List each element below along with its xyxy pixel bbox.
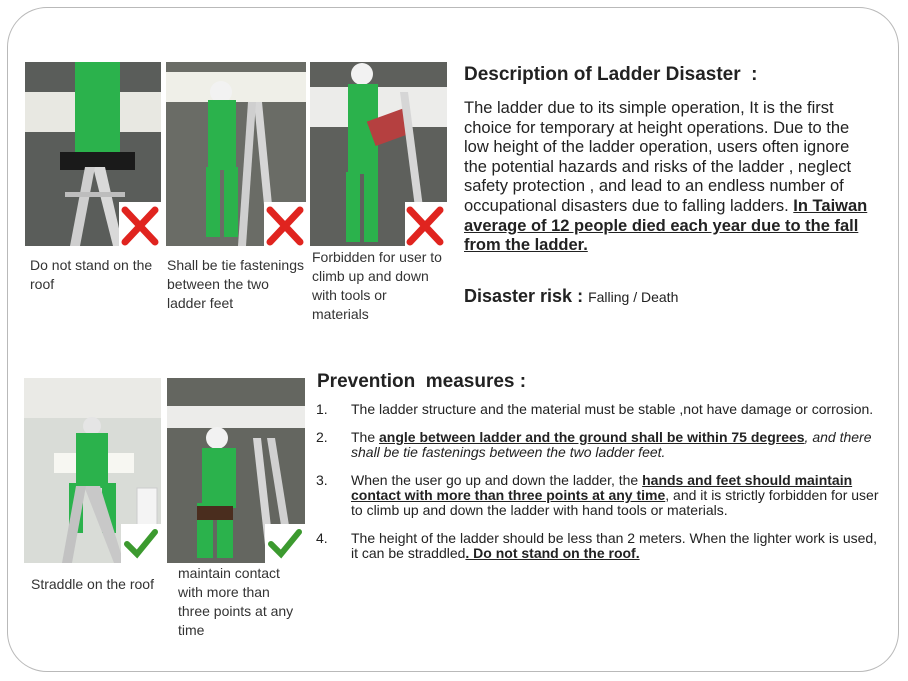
- description-highlight: In Taiwan average of 12 people died each year due to the fall from the ladder.: [464, 196, 868, 255]
- item-number: 4.: [316, 530, 328, 546]
- photo-tools-materials: [310, 62, 447, 246]
- item-bold: . Do not stand on the roof.: [465, 545, 640, 561]
- item-number: 1.: [316, 401, 328, 417]
- item-number: 3.: [316, 472, 328, 488]
- prevention-list: [316, 402, 886, 574]
- photo-straddle: [24, 378, 161, 563]
- photo-stand-on-roof: [25, 62, 161, 246]
- photo-tie-ladder-feet: [166, 62, 306, 246]
- disaster-risk: [464, 286, 678, 307]
- item-text: The: [351, 429, 380, 445]
- item-text: The ladder structure and the material must be stable ,not have damage or corrosion.: [351, 401, 874, 417]
- item-bold: angle between ladder and the ground shall be within 75 degrees: [379, 429, 805, 445]
- description-text: The ladder due to its simple operation, It is the first choice for temporary at height operations. Due to the low height of the ladder operation, users often ignore the potential hazards and risks of the ladder , neglect safety protection , and lead to an endless number of occupational disasters due to falling ladders.: [464, 99, 852, 215]
- risk-label: Disaster risk :: [464, 286, 584, 306]
- risk-value: Falling / Death: [588, 289, 679, 305]
- list-item: [316, 473, 886, 518]
- item-number: 2.: [316, 429, 328, 445]
- photo-caption: Do not stand on the roof: [30, 257, 153, 292]
- item-text: The height of the ladder should be less than 2 meters. When the lighter work is used, it can be straddled: [351, 530, 878, 561]
- list-item: [316, 430, 886, 460]
- item-text-tail: , and it is strictly forbidden for user to climb up and down the ladder with hand tools or materials.: [351, 487, 879, 518]
- photo-three-points-contact: [167, 378, 305, 563]
- photo-caption: Forbidden for user to climb up and down with tools or materials: [312, 249, 442, 322]
- photo-caption: Shall be tie fastenings between the two ladder feet: [167, 257, 304, 311]
- prevention-title: Prevention measures :: [317, 371, 527, 392]
- photo-caption: maintain contact with more than three points at any time: [178, 565, 294, 638]
- description-body: [464, 99, 874, 256]
- item-text: When the user go up and down the ladder, the: [351, 472, 643, 488]
- description-title: Description of Ladder Disaster :: [464, 64, 758, 85]
- item-italic: , and there shall be tie fastenings between the two ladder feet.: [351, 429, 872, 460]
- photo-caption: Straddle on the roof: [31, 576, 154, 592]
- list-item: [316, 402, 886, 417]
- item-bold: hands and feet should maintain contact with more than three points at any time: [351, 472, 853, 503]
- list-item: [316, 531, 886, 561]
